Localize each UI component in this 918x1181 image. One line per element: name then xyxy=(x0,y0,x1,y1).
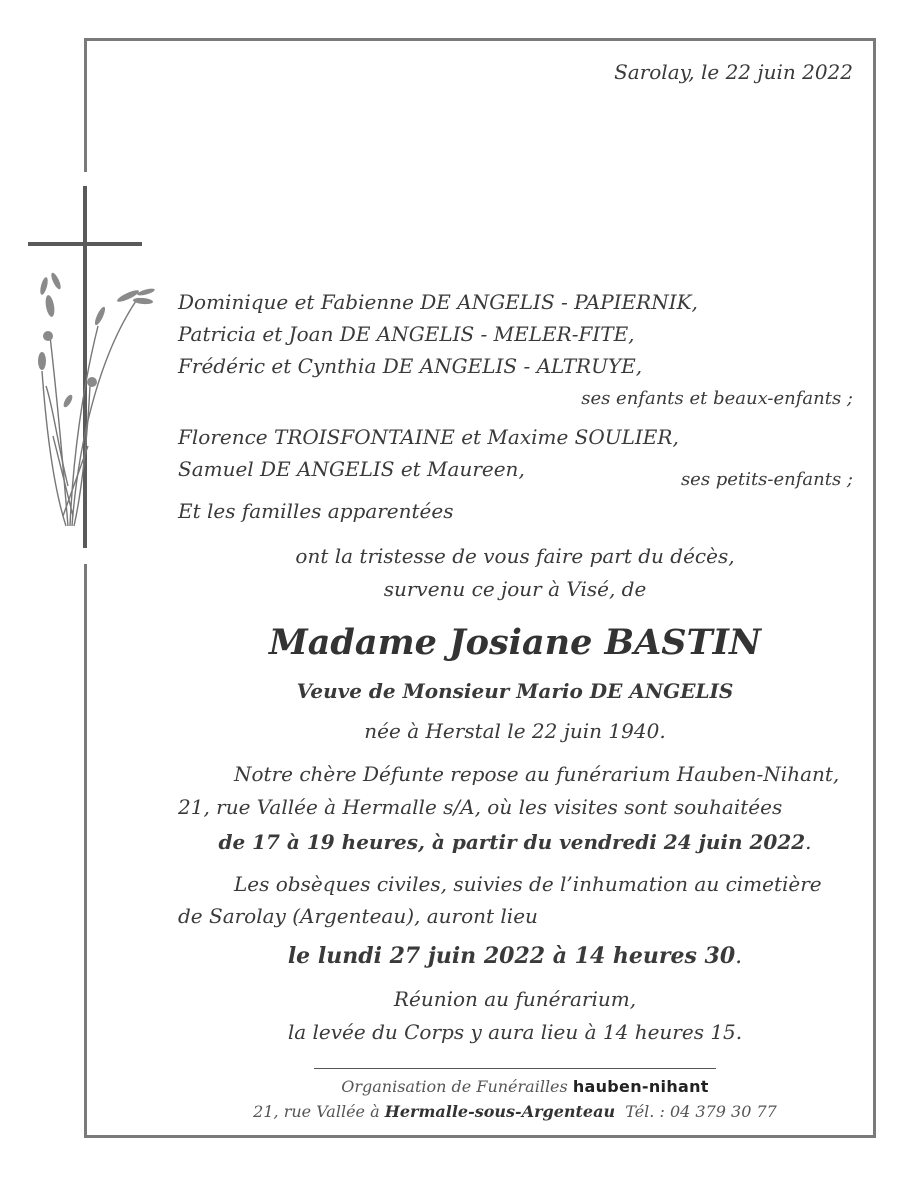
family-child-3: Frédéric et Cynthia DE ANGELIS - ALTRUYE, xyxy=(178,354,643,378)
widow-of: Veuve de Monsieur Mario DE ANGELIS xyxy=(296,679,734,703)
meeting-line-2: la levée du Corps y aura lieu à 14 heures 15. xyxy=(287,1020,743,1044)
children-relation: ses enfants et beaux-enfants ; xyxy=(581,388,853,409)
funeral-date-text: le lundi 27 juin 2022 à 14 heures 30 xyxy=(287,943,736,969)
announcement-line-1: ont la tristesse de vous faire part du décès, xyxy=(295,544,735,568)
family-grandchild-2: Samuel DE ANGELIS et Maureen, xyxy=(178,457,525,481)
footer-address-town: Hermalle-sous-Argenteau xyxy=(384,1102,616,1121)
family-child-2: Patricia et Joan DE ANGELIS - MELER-FITE, xyxy=(178,322,635,346)
footer-org-label: Organisation de Funérailles xyxy=(341,1077,568,1096)
family-grandchild-1: Florence TROISFONTAINE et Maxime SOULIER, xyxy=(178,425,679,449)
footer-address-prefix: 21, rue Vallée à xyxy=(253,1102,380,1121)
funeral-date-end: . xyxy=(735,944,743,969)
funeral-date xyxy=(180,945,850,968)
footer-org xyxy=(180,1079,870,1095)
deceased-name: Madame Josiane BASTIN xyxy=(269,622,761,663)
brand-logo: hauben-nihant xyxy=(572,1077,709,1096)
visitation-line-2: 21, rue Vallée à Hermalle s/A, où les visites sont souhaitées xyxy=(178,795,783,819)
visitation-line-1: Notre chère Défunte repose au funérarium Hauben-Nihant, xyxy=(234,762,840,786)
grandchildren-relation: ses petits-enfants ; xyxy=(680,469,853,490)
other-families: Et les familles apparentées xyxy=(178,499,454,523)
cross-wheat-icon xyxy=(28,186,163,556)
birth-info: née à Herstal le 22 juin 1940. xyxy=(364,719,666,743)
footer-address xyxy=(150,1104,880,1120)
footer-phone: Tél. : 04 379 30 77 xyxy=(625,1102,777,1121)
funeral-line-2: de Sarolay (Argenteau), auront lieu xyxy=(178,904,538,928)
meeting-line-1: Réunion au funérarium, xyxy=(393,987,637,1011)
announcement-line-2: survenu ce jour à Visé, de xyxy=(383,577,647,601)
family-child-1: Dominique et Fabienne DE ANGELIS - PAPIERNIK, xyxy=(178,290,698,314)
visitation-hours-text: de 17 à 19 heures, à partir du vendredi 24 juin 2022 xyxy=(218,830,806,854)
footer-divider xyxy=(314,1068,716,1069)
funeral-line-1: Les obsèques civiles, suivies de l’inhumation au cimetière xyxy=(234,872,822,896)
visitation-hours xyxy=(180,832,850,852)
place-date: Sarolay, le 22 juin 2022 xyxy=(614,60,853,84)
visitation-hours-end: . xyxy=(805,830,812,854)
